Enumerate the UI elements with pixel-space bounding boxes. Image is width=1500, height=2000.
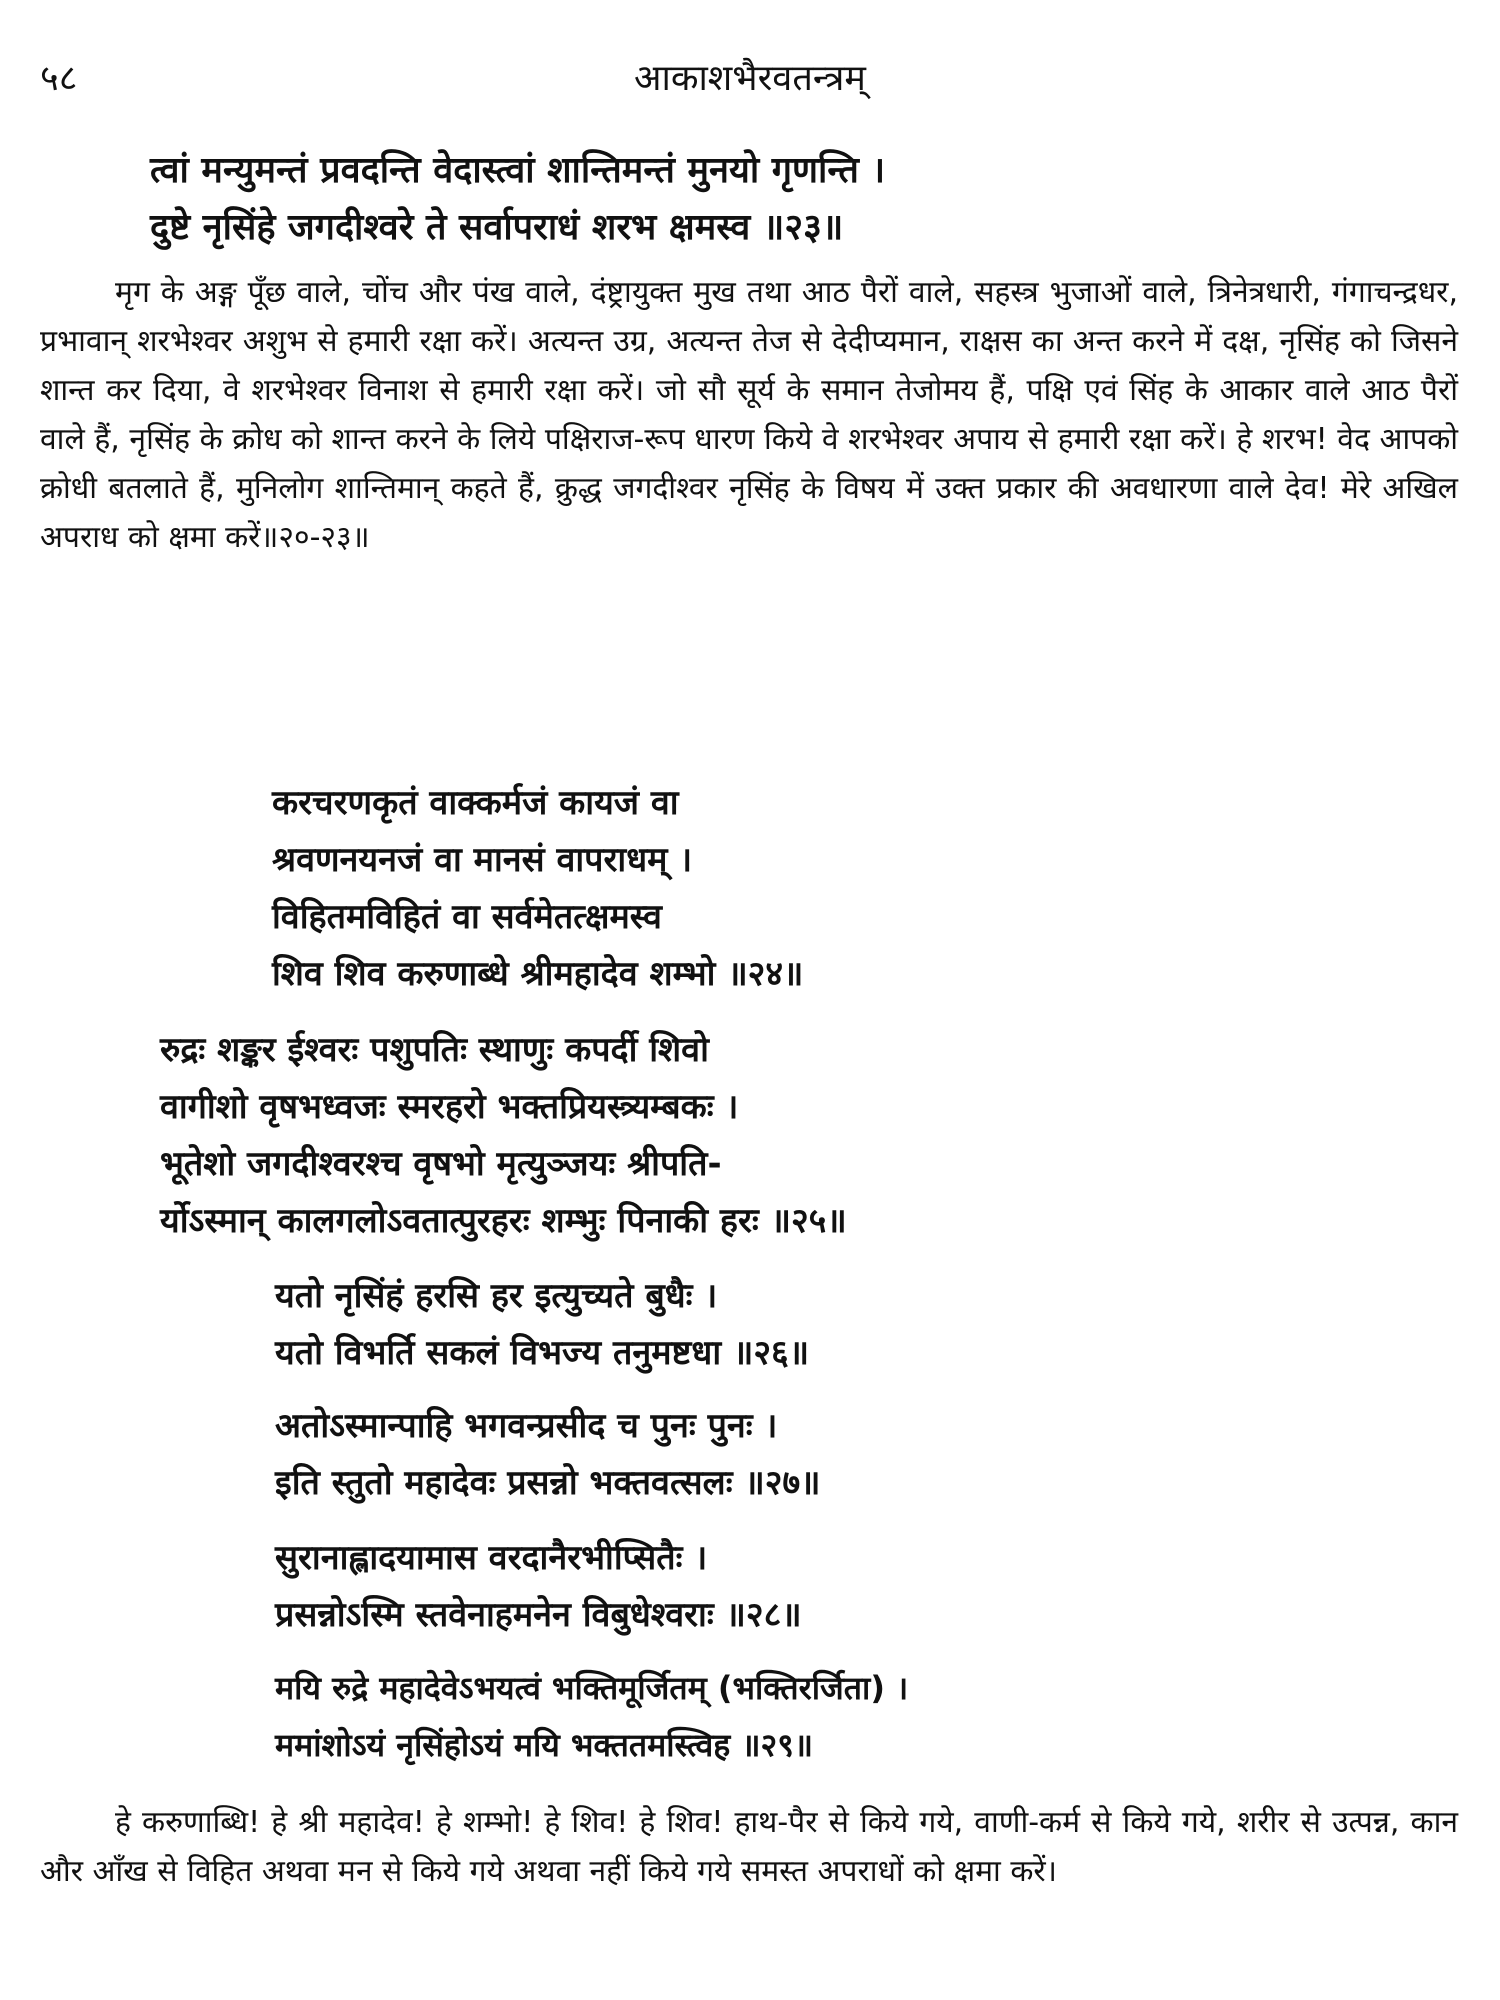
verse-line: शिव शिव करुणाब्धे श्रीमहादेव शम्भो ॥२४॥ [272,954,804,994]
verse-line: इति स्तुतो महादेवः प्रसन्नो भक्तवत्सलः ॥२७॥ [275,1463,821,1503]
commentary-20-23 [40,268,1458,562]
verse-line: र्योऽस्मान् कालगलोऽवतात्पुरहरः शम्भुः पिनाकी हरः ॥२५॥ [160,1201,847,1241]
verse-line: त्वां मन्युमन्तं प्रवदन्ति वेदास्त्वां शान्तिमन्तं मुनयो गृणन्ति । [150,150,886,191]
verse-26 [275,1268,809,1382]
verse-24 [272,775,803,1003]
verse-line: यतो नृसिंहं हरसि हर इत्युच्यते बुधैः । [275,1276,718,1316]
verse-line: करचरणकृतं वाक्कर्मजं कायजं वा [272,783,679,823]
commentary-paragraph: मृग के अङ्ग पूँछ वाले, चोंच और पंख वाले, दंष्ट्रायुक्त मुख तथा आठ पैरों वाले, सहस्त्र भुजाओं वाले, त्रिनेत्रधारी, गंगाचन्द्रधर, प्रभावान् शरभेश्वर अशुभ से हमारी रक्षा करें। अत्यन्त उग्र, अत्यन्त तेज से देदीप्यमान, राक्षस का अन्त करने में दक्ष, नृसिंह को जिसने शान्त कर दिया, वे शरभेश्वर विनाश से हमारी रक्षा करें। जो सौ सूर्य के समान तेजोमय हैं, पक्षि एवं सिंह के आकार वाले आठ पैरों वाले हैं, नृसिंह के क्रोध को शान्त करने के लिये पक्षिराज-रूप धारण किये वे शरभेश्वर अपाय से हमारी रक्षा करें। हे शरभ! वेद आपको क्रोधी बतलाते हैं, मुनिलोग शान्तिमान् कहते हैं, क्रुद्ध जगदीश्वर नृसिंह के विषय में उक्त प्रकार की अवधारणा वाले देव! मेरे अखिल अपराध को क्षमा करें॥२०-२३॥ [40,275,1458,555]
verse-line: दुष्टे नृसिंहे जगदीश्वरे ते सर्वापराधं शरभ क्षमस्व ॥२३॥ [150,207,844,248]
verse-line: श्रवणनयनजं वा मानसं वापराधम् । [272,840,693,880]
verse-line: वागीशो वृषभध्वजः स्मरहरो भक्तप्रियस्त्र्यम्बकः । [160,1087,739,1127]
verse-line: रुद्रः शङ्कर ईश्वरः पशुपतिः स्थाणुः कपर्दी शिवो [160,1030,709,1070]
page-header [40,52,1460,102]
verse-28 [275,1530,802,1644]
verse-23 [150,142,885,256]
verse-line: यतो विभर्ति सकलं विभज्य तनुमष्टधा ॥२६॥ [275,1333,810,1373]
verse-25 [160,1022,847,1250]
verse-line: मयि रुद्रे महादेवेऽभयत्वं भक्तिमूर्जितम् (भक्तिरर्जिता) । [275,1669,909,1707]
verse-29 [275,1660,908,1774]
commentary-paragraph: हे करुणाब्धि! हे श्री महादेव! हे शम्भो! हे शिव! हे शिव! हाथ-पैर से किये गये, वाणी-कर्म से किये गये, शरीर से उत्पन्न, कान और आँख से विहित अथवा मन से किये गये अथवा नहीं किये गये समस्त अपराधों को क्षमा करें। [40,1805,1458,1889]
verse-line: सुरानाह्लादयामास वरदानैरभीप्सितैः । [275,1538,708,1578]
verse-line: भूतेशो जगदीश्वरश्च वृषभो मृत्युञ्जयः श्रीपति- [160,1144,722,1184]
verse-line: विहितमविहितं वा सर्वमेतत्क्षमस्व [272,897,662,937]
commentary-24 [40,1798,1458,1896]
running-title: आकाशभैरवतन्त्रम् [634,58,866,99]
verse-line: ममांशोऽयं नृसिंहोऽयं मयि भक्ततमस्त्विह ॥२९॥ [275,1726,814,1764]
verse-line: अतोऽस्मान्पाहि भगवन्प्रसीद च पुनः पुनः । [275,1406,778,1446]
verse-line: प्रसन्नोऽस्मि स्तवेनाहमनेन विबुधेश्वराः ॥२८॥ [275,1595,802,1635]
page-number: ५८ [40,58,78,99]
verse-27 [275,1398,821,1512]
